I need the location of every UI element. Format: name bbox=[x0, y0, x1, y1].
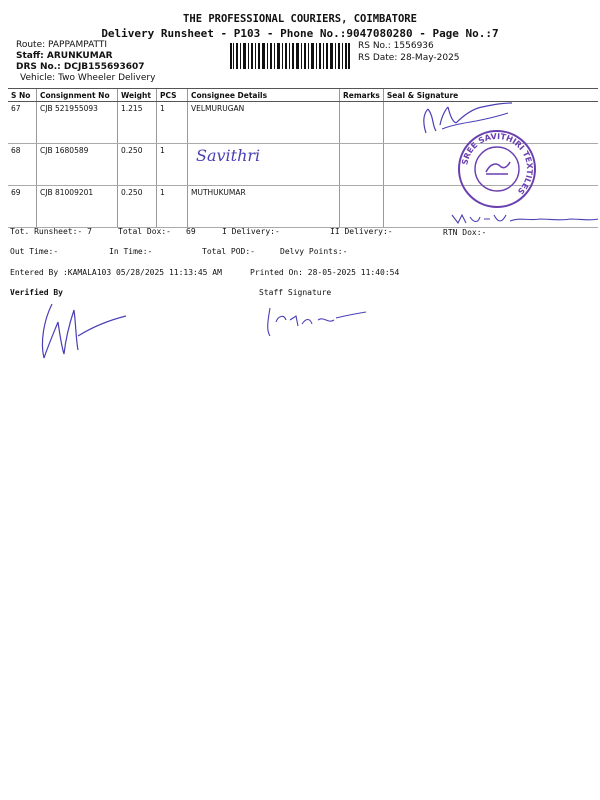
total-pod: Total POD:- bbox=[202, 247, 255, 256]
col-seal: Seal & Signature bbox=[383, 89, 598, 102]
staff-signature-label: Staff Signature bbox=[259, 288, 332, 297]
textiles-stamp bbox=[456, 128, 538, 210]
cell-pcs: 1 bbox=[157, 186, 188, 228]
col-weight: Weight bbox=[118, 89, 157, 102]
cell-sno: 67 bbox=[8, 102, 37, 144]
entered-by: Entered By :KAMALA103 05/28/2025 11:13:45 AM bbox=[10, 268, 222, 277]
verifier-signature bbox=[34, 296, 134, 366]
cell-remarks bbox=[340, 144, 384, 186]
col-sno: S No bbox=[8, 89, 37, 102]
handwritten-name: Savithri bbox=[196, 146, 261, 165]
rtn-dox: RTN Dox:- bbox=[443, 228, 487, 237]
rs-number: RS No.: 1556936 bbox=[358, 41, 434, 51]
col-consignment: Consignment No bbox=[37, 89, 118, 102]
route-label: Route: PAPPAMPATTI bbox=[16, 40, 108, 50]
rs-date: RS Date: 28-May-2025 bbox=[358, 53, 460, 63]
verified-by: Verified By bbox=[10, 288, 63, 297]
cell-consignment: CJB 1680589 bbox=[37, 144, 118, 186]
cell-remarks bbox=[340, 186, 384, 228]
cell-consignment: CJB 81009201 bbox=[37, 186, 118, 228]
cell-weight: 0.250 bbox=[118, 186, 157, 228]
cell-sno: 68 bbox=[8, 144, 37, 186]
staff-signature bbox=[262, 302, 372, 342]
cell-weight: 1.215 bbox=[118, 102, 157, 144]
cell-sno: 69 bbox=[8, 186, 37, 228]
i-delivery: I Delivery:- bbox=[222, 227, 280, 236]
tot-runsheet: Tot. Runsheet:- 7 bbox=[10, 227, 92, 236]
company-title: THE PROFESSIONAL COURIERS, COIMBATORE bbox=[183, 13, 417, 25]
vehicle-label: Vehicle: Two Wheeler Delivery bbox=[20, 73, 156, 83]
cell-pcs: 1 bbox=[157, 102, 188, 144]
runsheet-title: Delivery Runsheet - P103 - Phone No.:9047080280 - Page No.:7 bbox=[101, 27, 499, 40]
cell-weight: 0.250 bbox=[118, 144, 157, 186]
total-dox-label: Total Dox:- bbox=[118, 227, 171, 236]
delvy-points: Delvy Points:- bbox=[280, 247, 348, 256]
barcode-image bbox=[230, 43, 350, 69]
col-consignee: Consignee Details bbox=[188, 89, 340, 102]
col-remarks: Remarks bbox=[340, 89, 384, 102]
out-time: Out Time:- bbox=[10, 247, 59, 256]
in-time: In Time:- bbox=[109, 247, 153, 256]
cell-consignee: VELMURUGAN bbox=[188, 102, 340, 144]
cell-consignee: MUTHUKUMAR bbox=[188, 186, 340, 228]
printed-on: Printed On: 28-05-2025 11:40:54 bbox=[250, 268, 400, 277]
row69-signature bbox=[450, 207, 600, 229]
drs-label: DRS No.: DCJB155693607 bbox=[16, 62, 145, 72]
total-dox-value: 69 bbox=[186, 227, 196, 236]
cell-remarks bbox=[340, 102, 384, 144]
staff-label: Staff: ARUNKUMAR bbox=[16, 51, 113, 61]
stamp-text: SREE SAVITHIRI TEXTILES bbox=[460, 131, 535, 197]
cell-pcs: 1 bbox=[157, 144, 188, 186]
cell-consignment: CJB 521955093 bbox=[37, 102, 118, 144]
ii-delivery: II Delivery:- bbox=[330, 227, 393, 236]
col-pcs: PCS bbox=[157, 89, 188, 102]
